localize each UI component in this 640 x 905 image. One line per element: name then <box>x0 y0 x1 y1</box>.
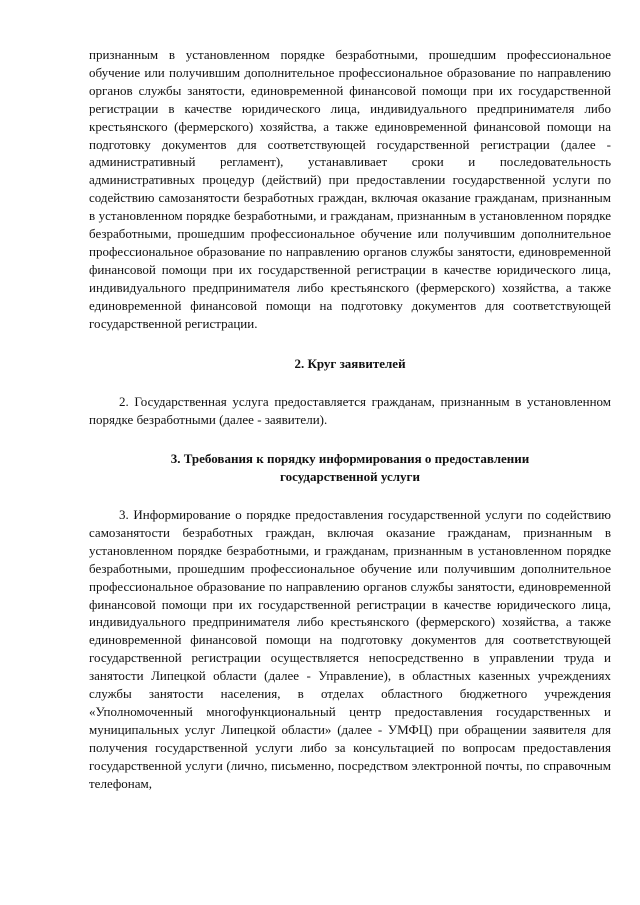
section-2-paragraph: 2. Государственная услуга предоставляется гражданам, признанным в установленном порядке безработными (далее - заявители). <box>89 394 611 428</box>
intro-paragraph: признанным в установленном порядке безработными, прошедшим профессиональное обучение или получившим дополнительное профессиональное образование по направлению органов службы занятости, единовременной финансовой помощи при их государственной регистрации в качестве юридического лица, индивидуального предпринимателя либо крестьянского (фермерского) хозяйства, а также единовременной финансовой помощи на подготовку документов для соответствующей государственной регистрации (далее - административный регламент), устанавливает сроки и последовательность административных процедур (действий) при предоставлении государственной услуги по содействию самозанятости безработных граждан, включая оказание гражданам, признанным в установленном порядке безработными, и гражданам, признанным в установленном порядке безработными, прошедшим профессиональное обучение или получившим дополнительное профессиональное образование по направлению органов службы занятости, единовременной финансовой помощи при их государственной регистрации в качестве юридического лица, индивидуального предпринимателя либо крестьянского (фермерского) хозяйства, а также единовременной финансовой помощи на подготовку документов для соответствующей государственной регистрации. <box>89 47 611 331</box>
section-3-paragraph: 3. Информирование о порядке предоставления государственной услуги по содействию самозанятости безработных граждан, включая оказание гражданам, признанным в установленном порядке безработными, и гражданам, признанным в установленном порядке безработными, прошедшим профессиональное обучение или получившим дополнительное профессиональное образование по направлению органов службы занятости, единовременной финансовой помощи при их государственной регистрации в качестве юридического лица, индивидуального предпринимателя либо крестьянского (фермерского) хозяйства, а также единовременной финансовой помощи на подготовку документов для соответствующей государственной регистрации осуществляется непосредственно в управлении труда и занятости Липецкой области (далее - Управление), в областных казенных учреждениях службы занятости населения, в отделах областного бюджетного учреждения «Уполномоченный многофункциональный центр предоставления государственных и муниципальных услуг Липецкой области» (далее - УМФЦ) при обращении заявителя для получения государственной услуги либо за консультацией по вопросам предоставления государственной услуги (лично, письменно, посредством электронной почты, по справочным телефонам, <box>89 507 611 791</box>
document-body <box>89 46 611 793</box>
section-2-heading: 2. Круг заявителей <box>294 355 406 371</box>
section-3-heading-line-1: 3. Требования к порядку информирования о предоставлении <box>170 451 530 467</box>
section-3-heading-line-2: государственной услуги <box>280 469 420 485</box>
section-3-heading <box>89 450 611 486</box>
